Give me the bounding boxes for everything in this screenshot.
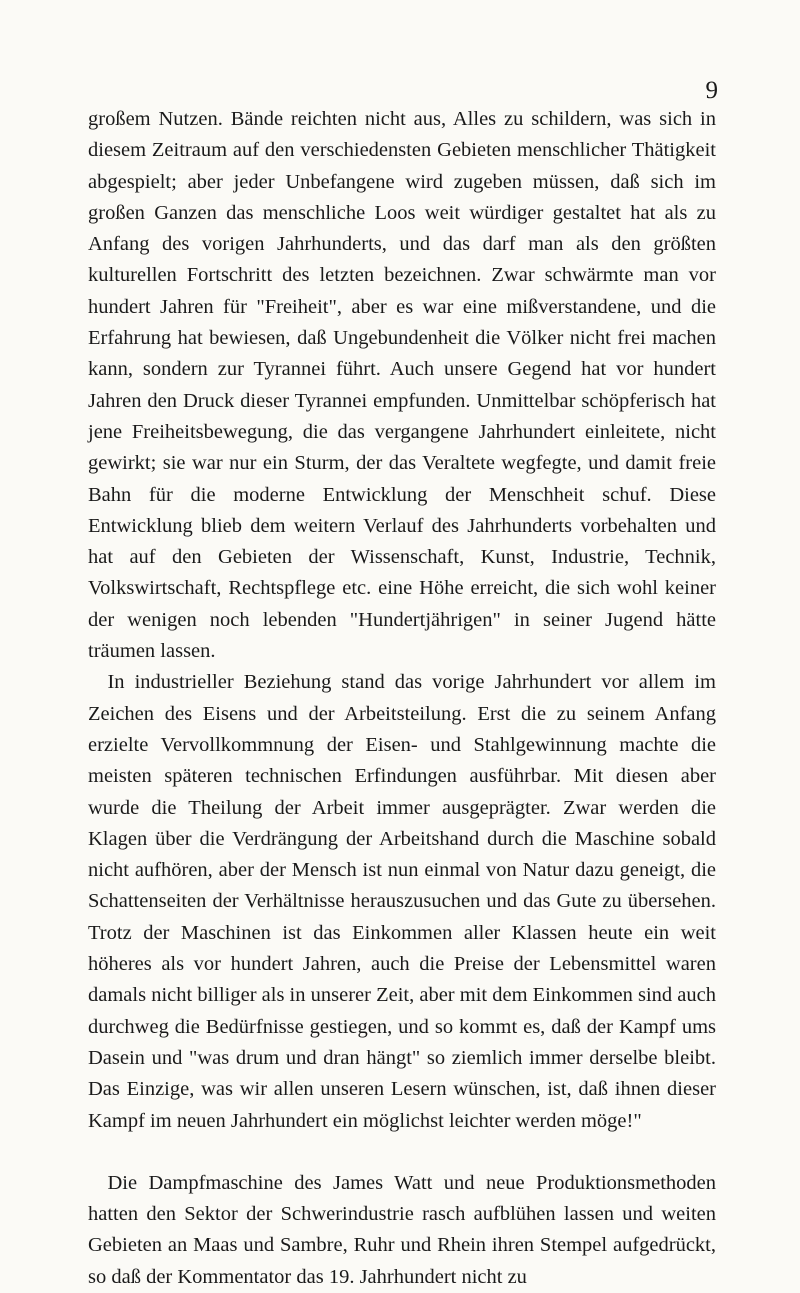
body-text xyxy=(88,104,716,1293)
paragraph-2: In industrieller Beziehung stand das vorige Jahrhundert vor allem im Zeichen des Eisens und der Arbeitsteilung. Erst die zu seinem Anfang erzielte Vervollkommnung der Eisen- und Stahlgewinnung machte die meisten späteren technischen Erfindungen ausführbar. Mit diesen aber wurde die Theilung der Arbeit immer ausgeprägter. Zwar werden die Klagen über die Verdrängung der Arbeitshand durch die Maschine sobald nicht aufhören, aber der Mensch ist nun einmal von Natur dazu geneigt, die Schattenseiten der Verhältnisse herauszusuchen und das Gute zu übersehen. Trotz der Maschinen ist das Einkommen aller Klassen heute ein weit höheres als vor hundert Jahren, auch die Preise der Lebensmittel waren damals nicht billiger als in unserer Zeit, aber mit dem Einkommen sind auch durchweg die Bedürfnisse gestiegen, und so kommt es, daß der Kampf ums Dasein und "was drum und dran hängt" so ziemlich immer derselbe bleibt. Das Einzige, was wir allen unseren Lesern wünschen, ist, daß ihnen dieser Kampf im neuen Jahrhundert ein möglichst leichter werden möge!" xyxy=(88,671,716,1132)
page-number: 9 xyxy=(705,77,718,104)
paragraph-1: großem Nutzen. Bände reichten nicht aus, Alles zu schildern, was sich in diesem Zeitraum auf den verschiedensten Gebieten menschlicher Thätigkeit abgespielt; aber jeder Unbefangene wird zugeben müssen, daß sich im großen Ganzen das menschliche Loos weit würdiger gestaltet hat als zu Anfang des vorigen Jahrhunderts, und das darf man als den größten kulturellen Fortschritt des letzten bezeichnen. Zwar schwärmte man vor hundert Jahren für "Freiheit", aber es war eine mißverstandene, und die Erfahrung hat bewiesen, daß Ungebundenheit die Völker nicht frei machen kann, sondern zur Tyrannei führt. Auch unsere Gegend hat vor hundert Jahren den Druck dieser Tyrannei empfunden. Unmittelbar schöpferisch hat jene Freiheitsbewegung, die das vergangene Jahrhundert einleitete, nicht gewirkt; sie war nur ein Sturm, der das Veraltete wegfegte, und damit freie Bahn für die moderne Entwicklung der Menschheit schuf. Diese Entwicklung blieb dem weitern Verlauf des Jahrhunderts vorbehalten und hat auf den Gebieten der Wissenschaft, Kunst, Industrie, Technik, Volkswirtschaft, Rechtspflege etc. eine Höhe erreicht, die sich wohl keiner der wenigen noch lebenden "Hundertjährigen" in seiner Jugend hätte träumen lassen. xyxy=(88,108,716,663)
paragraph-3: Die Dampfmaschine des James Watt und neue Produktionsmethoden hatten den Sektor der Schwerindustrie rasch aufblühen lassen und weiten Gebieten an Maas und Sambre, Ruhr und Rhein ihren Stempel aufgedrückt, so daß der Kommentator das 19. Jahrhundert nicht zu xyxy=(88,1171,716,1288)
